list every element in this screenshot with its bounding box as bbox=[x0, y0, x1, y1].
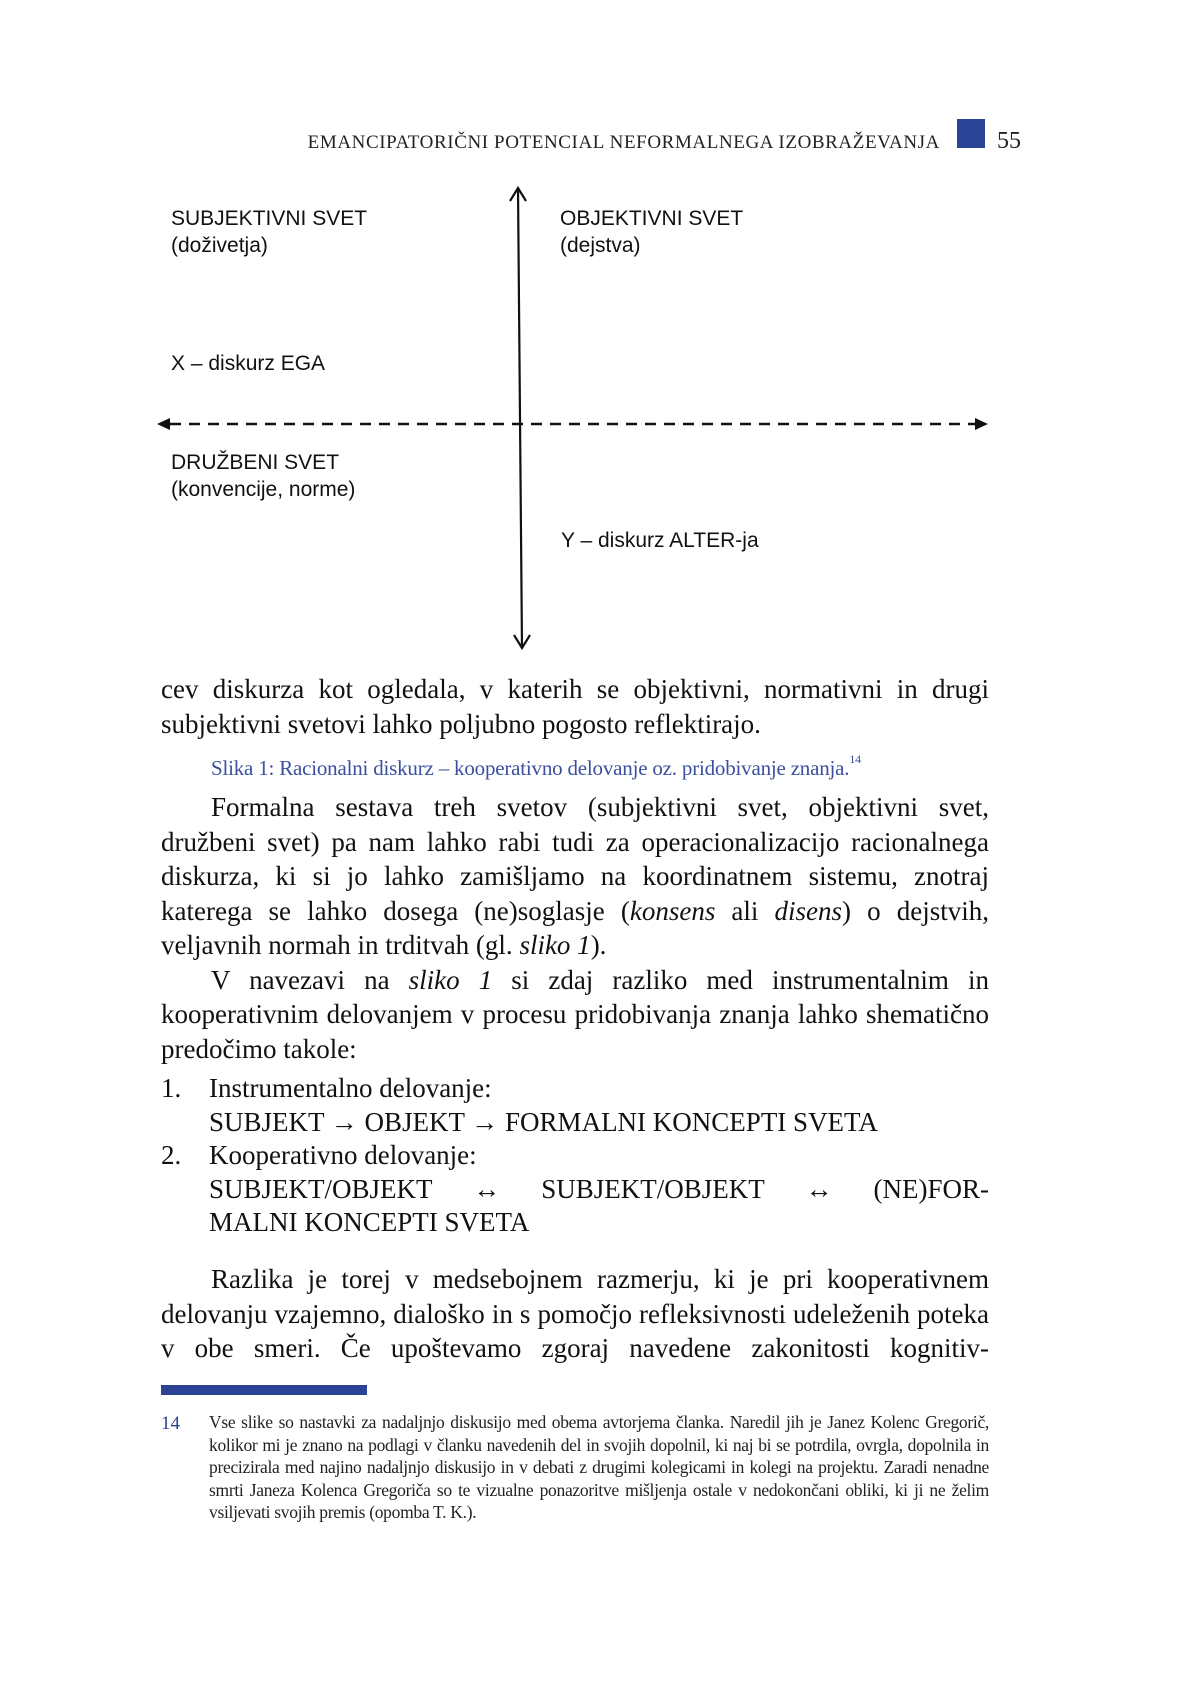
paragraph-3: Razlika je torej v medsebojnem razmerju, ki je pri kooperativnem delovanju vzajemno, dialoško in s pomočjo refleksivnosti udeleženih poteka v obe smeri. Če upoštevamo zgoraj navedene zakonitosti kognitiv- bbox=[161, 1264, 989, 1363]
list-item bbox=[161, 1072, 989, 1139]
quadrant-title: OBJEKTIVNI SVET bbox=[560, 207, 744, 230]
quadrant-title: SUBJEKTIVNI SVET bbox=[171, 207, 368, 230]
footnote-text: Vse slike so nastavki za nadaljnjo diskusijo med obema avtorjema članka. Naredil jih je Janez Kolenc Gregorič, kolikor mi je znano na podlagi v članku navedenih del in svojih dopolnil, ki naj bi se potrdila, ovrgla, dopolnila in precizirala med najino nadaljnjo diskusijo in v debati z drugimi kolegicami in kolegi na projektu. Zaradi nenadne smrti Janeza Kolenca Gregoriča so te vizualne ponazoritve mišljenja ostale v nedokončani obliki, ki ji ne želim vsiljevati svojih premis (opomba T. K.). bbox=[209, 1412, 989, 1522]
list-number: 1. bbox=[161, 1073, 182, 1103]
quadrant-subtitle: (dejstva) bbox=[560, 234, 641, 257]
figure-reference: sliko 1 bbox=[519, 930, 591, 960]
quadrant-subtitle: (doživetja) bbox=[171, 234, 268, 257]
figure-caption: Slika 1: Racionalni diskurz – kooperativno delovanje oz. pridobivanje znanja.$^{14}$ bbox=[211, 752, 861, 780]
footnote-ref[interactable]: 14 bbox=[849, 752, 861, 766]
y-axis-line bbox=[518, 188, 522, 648]
paragraph-2: V navezavi na sliko 1 si zdaj razliko med instrumentalnim in kooperativnim delovanjem v procesu pridobivanja znanja lahko shematično predočimo takole: bbox=[161, 964, 990, 1064]
intro-line-2: subjektivni svetovi lahko poljubno pogosto reflektirajo. bbox=[161, 708, 761, 739]
list-item bbox=[161, 1139, 989, 1240]
header-accent-square bbox=[957, 119, 985, 148]
term-disens: disens bbox=[774, 895, 843, 926]
quadrant-bottom-left bbox=[171, 449, 355, 503]
running-header-title: EMANCIPATORIČNI POTENCIAL NEFORMALNEGA IZOBRAŽEVANJA bbox=[307, 132, 940, 153]
x-axis-label: X – diskurz EGA bbox=[171, 352, 326, 375]
intro-text bbox=[161, 672, 989, 741]
list-scheme: SUBJEKT/OBJEKT ↔ SUBJEKT/OBJEKT ↔ (NE)FOR- bbox=[209, 1173, 989, 1204]
footnote-separator bbox=[161, 1385, 367, 1395]
list-label: Kooperativno delovanje: bbox=[209, 1140, 477, 1170]
quadrant-top-left bbox=[171, 205, 367, 259]
page-number: 55 bbox=[997, 128, 1021, 154]
footnote bbox=[161, 1411, 989, 1524]
footnote-number: 14 bbox=[161, 1413, 180, 1434]
list-scheme-continued: MALNI KONCEPTI SVETA bbox=[209, 1207, 530, 1237]
figure-reference: sliko 1 bbox=[408, 964, 493, 995]
term-konsens: konsens bbox=[629, 895, 716, 926]
list-label: Instrumentalno delovanje: bbox=[209, 1073, 492, 1103]
x-axis-arrow-left-icon bbox=[157, 418, 170, 430]
intro-line-1: cev diskurza kot ogledala, v katerih se objektivni, normativni in drugi bbox=[161, 674, 989, 704]
quadrant-top-right bbox=[560, 205, 743, 259]
quadrant-title: DRUŽBENI SVET bbox=[171, 451, 340, 474]
list-number: 2. bbox=[161, 1140, 182, 1170]
quadrant-subtitle: (konvencije, norme) bbox=[171, 478, 356, 501]
figure-coordinate-diagram bbox=[150, 185, 1000, 655]
y-axis-label: Y – diskurz ALTER-ja bbox=[561, 529, 759, 552]
scheme-list bbox=[161, 1072, 989, 1240]
list-scheme: SUBJEKT → OBJEKT → FORMALNI KONCEPTI SVETA bbox=[209, 1106, 878, 1137]
paragraph-1: Formalna sestava treh svetov (subjektivni svet, objektivni svet, družbeni svet) pa nam lahko rabi tudi za operacionalizacijo racionalnega diskurza, ki si jo lahko zamišljamo na koordinatnem sistemu, znotraj katerega se lahko dosega (ne)soglasje (konsens ali disens) o dejstvih, veljavnih normah in trditvah (gl. sliko 1). V navezavi na sliko 1 si zdaj razliko med instrumentalnim in kooperativnim delovanjem v procesu pridobivanja znanja lahko shematično predočimo takole: bbox=[161, 790, 989, 1066]
x-axis-arrow-right-icon bbox=[975, 418, 988, 430]
